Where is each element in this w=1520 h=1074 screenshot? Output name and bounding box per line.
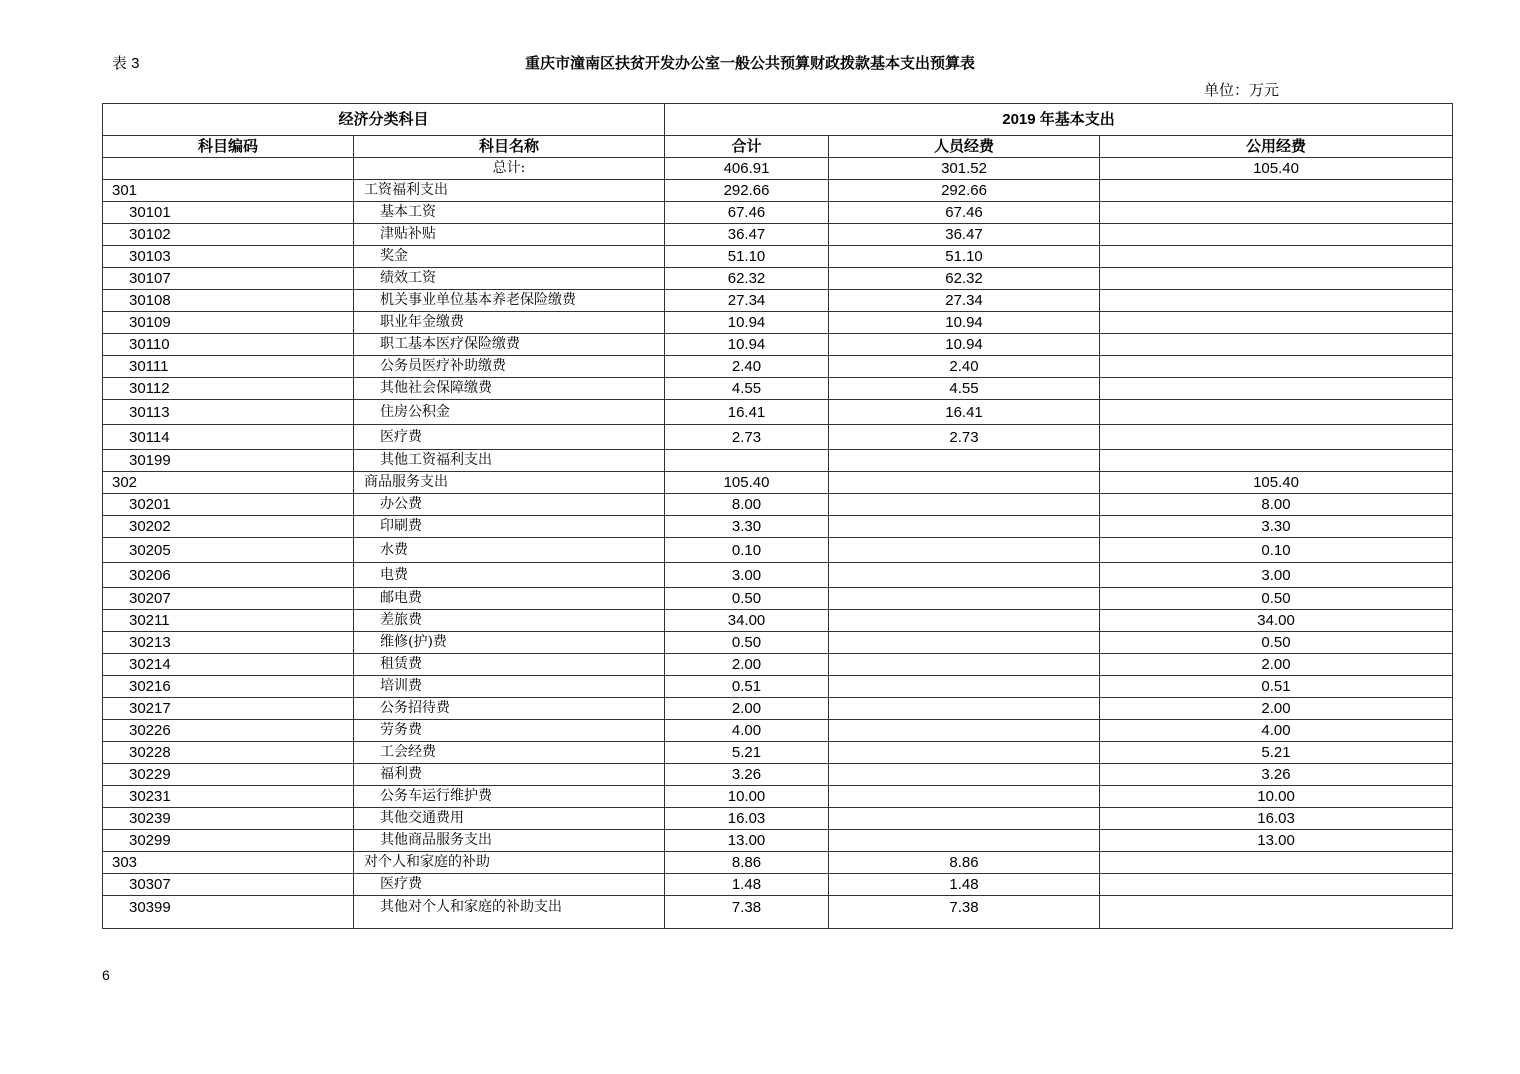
table-row <box>103 896 1453 929</box>
public-cell: 0.50 <box>1100 588 1453 610</box>
personnel-cell: 1.48 <box>829 874 1100 896</box>
table-row <box>103 676 1453 698</box>
sum-cell: 292.66 <box>665 180 829 202</box>
public-cell: 105.40 <box>1100 472 1453 494</box>
name-cell: 商品服务支出 <box>354 472 665 494</box>
personnel-cell <box>829 742 1100 764</box>
personnel-cell <box>829 830 1100 852</box>
name-cell: 邮电费 <box>354 588 665 610</box>
public-cell <box>1100 425 1453 450</box>
name-cell: 职工基本医疗保险缴费 <box>354 334 665 356</box>
name-cell: 培训费 <box>354 676 665 698</box>
sum-cell: 51.10 <box>665 246 829 268</box>
column-header-sum: 合计 <box>665 136 829 158</box>
sum-cell: 2.00 <box>665 698 829 720</box>
table-row <box>103 720 1453 742</box>
code-cell: 30217 <box>103 698 354 720</box>
name-cell: 水费 <box>354 538 665 563</box>
personnel-cell <box>829 588 1100 610</box>
sum-cell: 2.00 <box>665 654 829 676</box>
sum-cell: 5.21 <box>665 742 829 764</box>
sum-cell: 1.48 <box>665 874 829 896</box>
table-row <box>103 450 1453 472</box>
table-row <box>103 538 1453 563</box>
table-row <box>103 874 1453 896</box>
table-row <box>103 742 1453 764</box>
sum-cell: 8.00 <box>665 494 829 516</box>
personnel-cell <box>829 698 1100 720</box>
personnel-cell <box>829 516 1100 538</box>
table-row <box>103 563 1453 588</box>
sum-cell: 27.34 <box>665 290 829 312</box>
sum-cell: 3.26 <box>665 764 829 786</box>
table-row <box>103 268 1453 290</box>
personnel-cell <box>829 720 1100 742</box>
code-cell: 30102 <box>103 224 354 246</box>
group-header-row <box>103 104 1453 136</box>
sum-cell: 36.47 <box>665 224 829 246</box>
name-cell: 公务招待费 <box>354 698 665 720</box>
code-cell: 30109 <box>103 312 354 334</box>
sum-cell: 10.94 <box>665 312 829 334</box>
personnel-cell: 27.34 <box>829 290 1100 312</box>
code-cell: 30199 <box>103 450 354 472</box>
total-sum: 406.91 <box>665 158 829 180</box>
public-cell <box>1100 400 1453 425</box>
column-header-public: 公用经费 <box>1100 136 1453 158</box>
code-cell: 30205 <box>103 538 354 563</box>
code-cell: 303 <box>103 852 354 874</box>
name-cell: 福利费 <box>354 764 665 786</box>
sum-cell: 0.50 <box>665 632 829 654</box>
table-row <box>103 180 1453 202</box>
personnel-cell <box>829 786 1100 808</box>
table-row <box>103 830 1453 852</box>
public-cell: 16.03 <box>1100 808 1453 830</box>
sum-cell: 7.38 <box>665 896 829 929</box>
personnel-cell: 4.55 <box>829 378 1100 400</box>
code-cell: 30399 <box>103 896 354 929</box>
name-cell: 维修(护)费 <box>354 632 665 654</box>
code-cell: 30214 <box>103 654 354 676</box>
name-cell: 医疗费 <box>354 874 665 896</box>
personnel-cell: 36.47 <box>829 224 1100 246</box>
sum-cell: 10.00 <box>665 786 829 808</box>
public-cell <box>1100 312 1453 334</box>
total-personnel: 301.52 <box>829 158 1100 180</box>
sum-cell: 0.51 <box>665 676 829 698</box>
code-cell: 30202 <box>103 516 354 538</box>
total-code-cell <box>103 158 354 180</box>
name-cell: 电费 <box>354 563 665 588</box>
name-cell: 工资福利支出 <box>354 180 665 202</box>
page-title: 重庆市潼南区扶贫开发办公室一般公共预算财政拨款基本支出预算表 <box>525 55 976 72</box>
personnel-cell <box>829 494 1100 516</box>
public-cell <box>1100 334 1453 356</box>
table-row <box>103 246 1453 268</box>
public-cell: 5.21 <box>1100 742 1453 764</box>
name-cell: 对个人和家庭的补助 <box>354 852 665 874</box>
personnel-cell: 7.38 <box>829 896 1100 929</box>
sum-cell: 0.10 <box>665 538 829 563</box>
sum-cell: 2.73 <box>665 425 829 450</box>
sum-cell: 10.94 <box>665 334 829 356</box>
name-cell: 租赁费 <box>354 654 665 676</box>
code-cell: 30101 <box>103 202 354 224</box>
table-row <box>103 852 1453 874</box>
code-cell: 30211 <box>103 610 354 632</box>
public-cell <box>1100 874 1453 896</box>
table-label: 表 3 <box>112 55 140 72</box>
public-cell <box>1100 224 1453 246</box>
name-cell: 绩效工资 <box>354 268 665 290</box>
table-row <box>103 494 1453 516</box>
table-row <box>103 472 1453 494</box>
code-cell: 30239 <box>103 808 354 830</box>
code-cell: 30103 <box>103 246 354 268</box>
public-cell <box>1100 852 1453 874</box>
table-row <box>103 400 1453 425</box>
total-label: 总计: <box>354 158 665 180</box>
table-row <box>103 808 1453 830</box>
personnel-cell <box>829 610 1100 632</box>
personnel-cell <box>829 764 1100 786</box>
table-row <box>103 588 1453 610</box>
column-header-row <box>103 136 1453 158</box>
name-cell: 其他社会保障缴费 <box>354 378 665 400</box>
sum-cell: 105.40 <box>665 472 829 494</box>
code-cell: 30108 <box>103 290 354 312</box>
name-cell: 医疗费 <box>354 425 665 450</box>
personnel-cell <box>829 563 1100 588</box>
code-cell: 301 <box>103 180 354 202</box>
public-cell: 2.00 <box>1100 698 1453 720</box>
sum-cell: 34.00 <box>665 610 829 632</box>
column-header-personnel: 人员经费 <box>829 136 1100 158</box>
public-cell <box>1100 202 1453 224</box>
name-cell: 津贴补贴 <box>354 224 665 246</box>
sum-cell: 8.86 <box>665 852 829 874</box>
personnel-cell: 2.73 <box>829 425 1100 450</box>
personnel-cell: 10.94 <box>829 312 1100 334</box>
code-cell: 30110 <box>103 334 354 356</box>
table-body <box>103 158 1453 929</box>
personnel-cell: 67.46 <box>829 202 1100 224</box>
name-cell: 差旅费 <box>354 610 665 632</box>
sum-cell: 67.46 <box>665 202 829 224</box>
table-row <box>103 202 1453 224</box>
total-public: 105.40 <box>1100 158 1453 180</box>
table-row <box>103 516 1453 538</box>
public-cell: 4.00 <box>1100 720 1453 742</box>
table-row <box>103 290 1453 312</box>
code-cell: 30213 <box>103 632 354 654</box>
name-cell: 机关事业单位基本养老保险缴费 <box>354 290 665 312</box>
public-cell <box>1100 290 1453 312</box>
code-cell: 30299 <box>103 830 354 852</box>
table-row <box>103 334 1453 356</box>
table-row <box>103 378 1453 400</box>
public-cell: 2.00 <box>1100 654 1453 676</box>
code-cell: 30226 <box>103 720 354 742</box>
public-cell <box>1100 268 1453 290</box>
personnel-cell <box>829 450 1100 472</box>
name-cell: 公务车运行维护费 <box>354 786 665 808</box>
table-row <box>103 698 1453 720</box>
personnel-cell: 8.86 <box>829 852 1100 874</box>
sum-cell <box>665 450 829 472</box>
personnel-cell <box>829 632 1100 654</box>
public-cell: 0.50 <box>1100 632 1453 654</box>
public-cell <box>1100 450 1453 472</box>
code-cell: 30207 <box>103 588 354 610</box>
code-cell: 30107 <box>103 268 354 290</box>
personnel-cell <box>829 472 1100 494</box>
column-header-name: 科目名称 <box>354 136 665 158</box>
code-cell: 30114 <box>103 425 354 450</box>
total-row <box>103 158 1453 180</box>
sum-cell: 4.55 <box>665 378 829 400</box>
name-cell: 其他工资福利支出 <box>354 450 665 472</box>
code-cell: 302 <box>103 472 354 494</box>
code-cell: 30229 <box>103 764 354 786</box>
code-cell: 30231 <box>103 786 354 808</box>
table-row <box>103 356 1453 378</box>
sum-cell: 4.00 <box>665 720 829 742</box>
public-cell <box>1100 378 1453 400</box>
personnel-cell <box>829 808 1100 830</box>
sum-cell: 16.03 <box>665 808 829 830</box>
name-cell: 其他对个人和家庭的补助支出 <box>354 896 665 929</box>
sum-cell: 13.00 <box>665 830 829 852</box>
unit-label: 单位：万元 <box>1204 81 1280 99</box>
name-cell: 公务员医疗补助缴费 <box>354 356 665 378</box>
personnel-cell: 16.41 <box>829 400 1100 425</box>
name-cell: 其他交通费用 <box>354 808 665 830</box>
personnel-cell: 292.66 <box>829 180 1100 202</box>
public-cell: 8.00 <box>1100 494 1453 516</box>
group-header-econ: 经济分类科目 <box>103 104 665 136</box>
sum-cell: 0.50 <box>665 588 829 610</box>
personnel-cell: 2.40 <box>829 356 1100 378</box>
public-cell: 0.51 <box>1100 676 1453 698</box>
name-cell: 住房公积金 <box>354 400 665 425</box>
code-cell: 30216 <box>103 676 354 698</box>
table-row <box>103 654 1453 676</box>
group-header-year: 2019 年基本支出 <box>665 104 1453 136</box>
public-cell: 3.30 <box>1100 516 1453 538</box>
personnel-cell <box>829 538 1100 563</box>
sum-cell: 2.40 <box>665 356 829 378</box>
name-cell: 办公费 <box>354 494 665 516</box>
code-cell: 30112 <box>103 378 354 400</box>
column-header-code: 科目编码 <box>103 136 354 158</box>
public-cell <box>1100 180 1453 202</box>
public-cell: 34.00 <box>1100 610 1453 632</box>
name-cell: 工会经费 <box>354 742 665 764</box>
sum-cell: 16.41 <box>665 400 829 425</box>
name-cell: 其他商品服务支出 <box>354 830 665 852</box>
name-cell: 奖金 <box>354 246 665 268</box>
public-cell <box>1100 356 1453 378</box>
public-cell <box>1100 896 1453 929</box>
code-cell: 30307 <box>103 874 354 896</box>
personnel-cell: 10.94 <box>829 334 1100 356</box>
sum-cell: 3.00 <box>665 563 829 588</box>
personnel-cell <box>829 654 1100 676</box>
table-row <box>103 312 1453 334</box>
table-row <box>103 632 1453 654</box>
name-cell: 印刷费 <box>354 516 665 538</box>
public-cell: 0.10 <box>1100 538 1453 563</box>
sum-cell: 3.30 <box>665 516 829 538</box>
public-cell: 13.00 <box>1100 830 1453 852</box>
table-row <box>103 224 1453 246</box>
public-cell: 3.00 <box>1100 563 1453 588</box>
personnel-cell: 51.10 <box>829 246 1100 268</box>
code-cell: 30228 <box>103 742 354 764</box>
code-cell: 30111 <box>103 356 354 378</box>
personnel-cell <box>829 676 1100 698</box>
public-cell: 3.26 <box>1100 764 1453 786</box>
table-row <box>103 610 1453 632</box>
personnel-cell: 62.32 <box>829 268 1100 290</box>
public-cell: 10.00 <box>1100 786 1453 808</box>
table-row <box>103 786 1453 808</box>
sum-cell: 62.32 <box>665 268 829 290</box>
name-cell: 劳务费 <box>354 720 665 742</box>
table-row <box>103 425 1453 450</box>
code-cell: 30206 <box>103 563 354 588</box>
name-cell: 基本工资 <box>354 202 665 224</box>
code-cell: 30113 <box>103 400 354 425</box>
public-cell <box>1100 246 1453 268</box>
page-number: 6 <box>102 967 110 983</box>
name-cell: 职业年金缴费 <box>354 312 665 334</box>
budget-table <box>102 103 1453 929</box>
code-cell: 30201 <box>103 494 354 516</box>
table-row <box>103 764 1453 786</box>
